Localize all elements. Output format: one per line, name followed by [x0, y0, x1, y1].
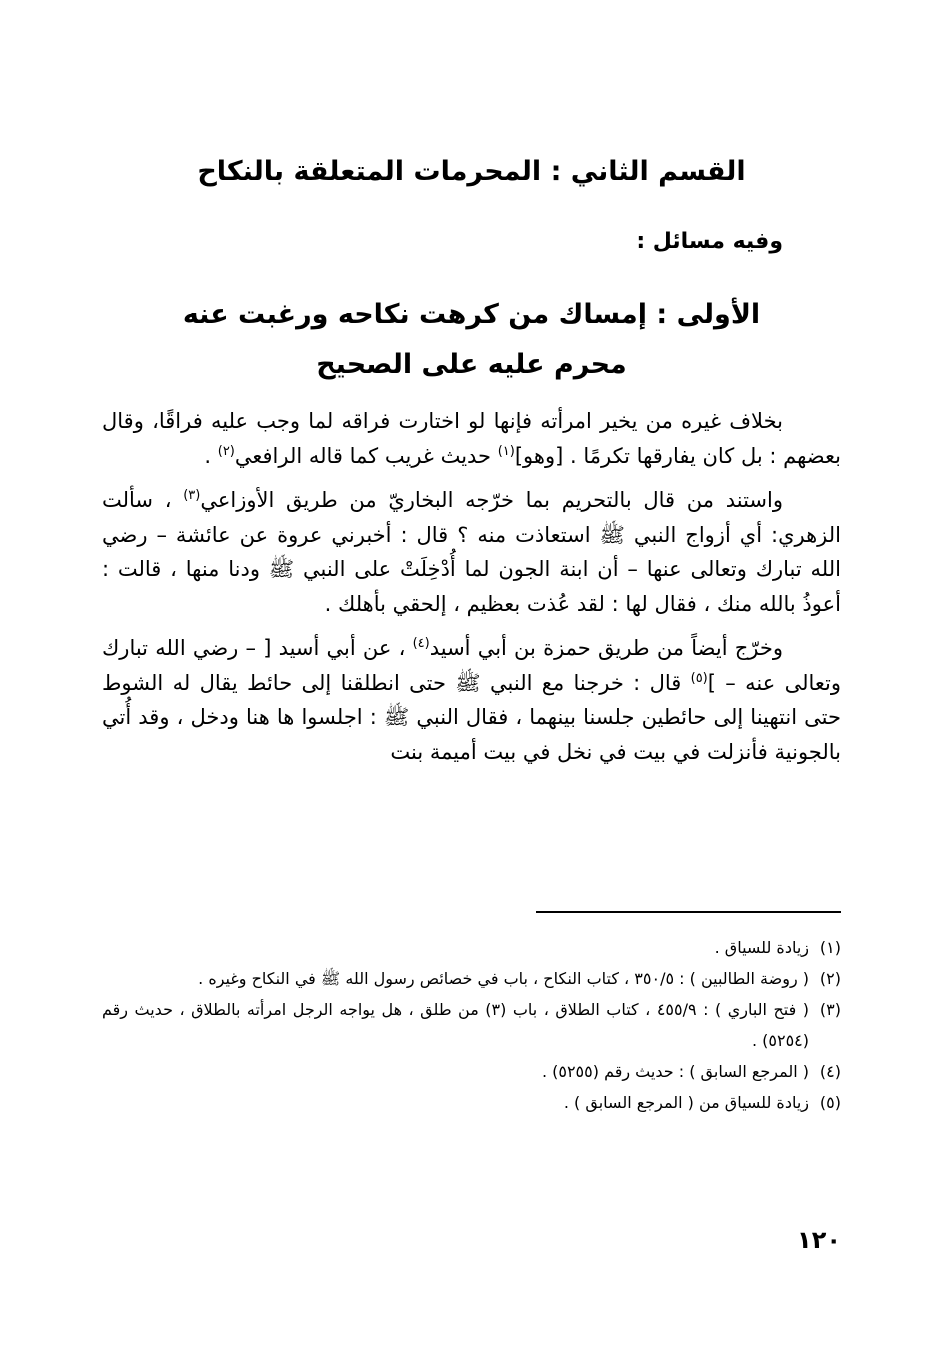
paragraph-1-text-b: حديث غريب كما قاله الرافعي — [234, 443, 498, 468]
section-title: القسم الثاني : المحرمات المتعلقة بالنكاح — [197, 156, 746, 187]
paragraph-3 — [102, 631, 841, 769]
footnote-text: ( روضة الطالبين ) : ٣٥٠/٥ ، كتاب النكاح ، باب في خصائص رسول الله ﷺ في النكاح وغيره . — [198, 969, 809, 988]
footnote-number: (٢) — [819, 969, 841, 988]
footnote-ref-4: (٤) — [412, 636, 430, 651]
paragraph-1 — [102, 404, 841, 473]
footnote-ref-1: (١) — [497, 443, 515, 459]
footnote-ref-3: (٣) — [183, 488, 201, 503]
footnote-4 — [102, 1056, 841, 1087]
paragraph-3-text-c: قال : خرجنا مع النبي ﷺ حتى انطلقنا إلى حائط يقال له الشوط حتى انتهينا إلى حائطين جلسنا بينهما ، فقال النبي ﷺ : اجلسوا ها هنا ودخل ، وقد أُتي بالجونية فأنزلت في بيت في نخل في بيت أميمة بنت — [102, 670, 841, 764]
footnote-3 — [102, 994, 841, 1056]
footnote-number: (٤) — [819, 1062, 841, 1081]
footnotes — [102, 932, 841, 1118]
paragraph-2-text-a: واستند من قال بالتحريم بما خرّجه البخاريّ من طريق الأوزاعي — [200, 488, 783, 512]
footnote-1 — [102, 932, 841, 963]
footnote-ref-5: (٥) — [690, 670, 708, 686]
footnote-ref-2: (٢) — [217, 443, 235, 459]
body-text — [102, 404, 841, 779]
issue-heading — [120, 290, 823, 390]
issue-heading-line-2: محرم عليه على الصحيح — [316, 349, 627, 380]
footnote-separator — [536, 911, 841, 913]
footnote-text: زيادة للسياق . — [714, 938, 809, 957]
paragraph-1-text-c: . — [204, 443, 218, 468]
footnote-number: (١) — [819, 938, 841, 957]
footnote-text: ( المرجع السابق ) : حديث رقم (٥٢٥٥) . — [541, 1062, 809, 1081]
footnote-text: ( فتح الباري ) : ٤٥٥/٩ ، كتاب الطلاق ، باب (٣) من طلق ، هل يواجه الرجل امرأته بالطلاق ، حديث رقم (٥٢٥٤) . — [102, 1000, 810, 1050]
issue-heading-line-1: الأولى : إمساك من كرهت نكاحه ورغبت عنه — [182, 299, 761, 330]
paragraph-3-text-a: وخرّج أيضاً من طريق حمزة بن أبي أسيد — [429, 636, 783, 660]
footnote-5 — [102, 1087, 841, 1118]
footnote-number: (٣) — [819, 1000, 841, 1019]
paragraph-2 — [102, 483, 841, 621]
paragraph-1-text-a: بخلاف غيره من يخير امرأته فإنها لو اختارت فراقه لما وجب عليه فراقًا، وقال بعضهم : بل كان يفارقها تكرمًا . [وهو] — [102, 409, 841, 468]
paragraph-2-text-b: ، سألت الزهري: أي أزواج النبي ﷺ استعاذت منه ؟ قال : أخبرني عروة عن عائشة – رضي الله تبارك وتعالى عنها – أن ابنة الجون لما أُدْخِلَتْ على النبي ﷺ ودنا منها ، قالت : أعوذُ بالله منك ، فقال لها : لقد عُذت بعظيم ، إلحقي بأهلك . — [102, 488, 841, 616]
footnote-text: زيادة للسياق من ( المرجع السابق ) . — [563, 1093, 809, 1112]
paragraph-3-text-b: ، عن أبي أسيد [ – رضي الله تبارك وتعالى عنه – ] — [102, 636, 841, 695]
footnote-number: (٥) — [819, 1093, 841, 1112]
page-number: ١٢٠ — [797, 1226, 841, 1254]
footnote-2 — [102, 963, 841, 994]
intro-line: وفيه مسائل : — [636, 229, 783, 254]
